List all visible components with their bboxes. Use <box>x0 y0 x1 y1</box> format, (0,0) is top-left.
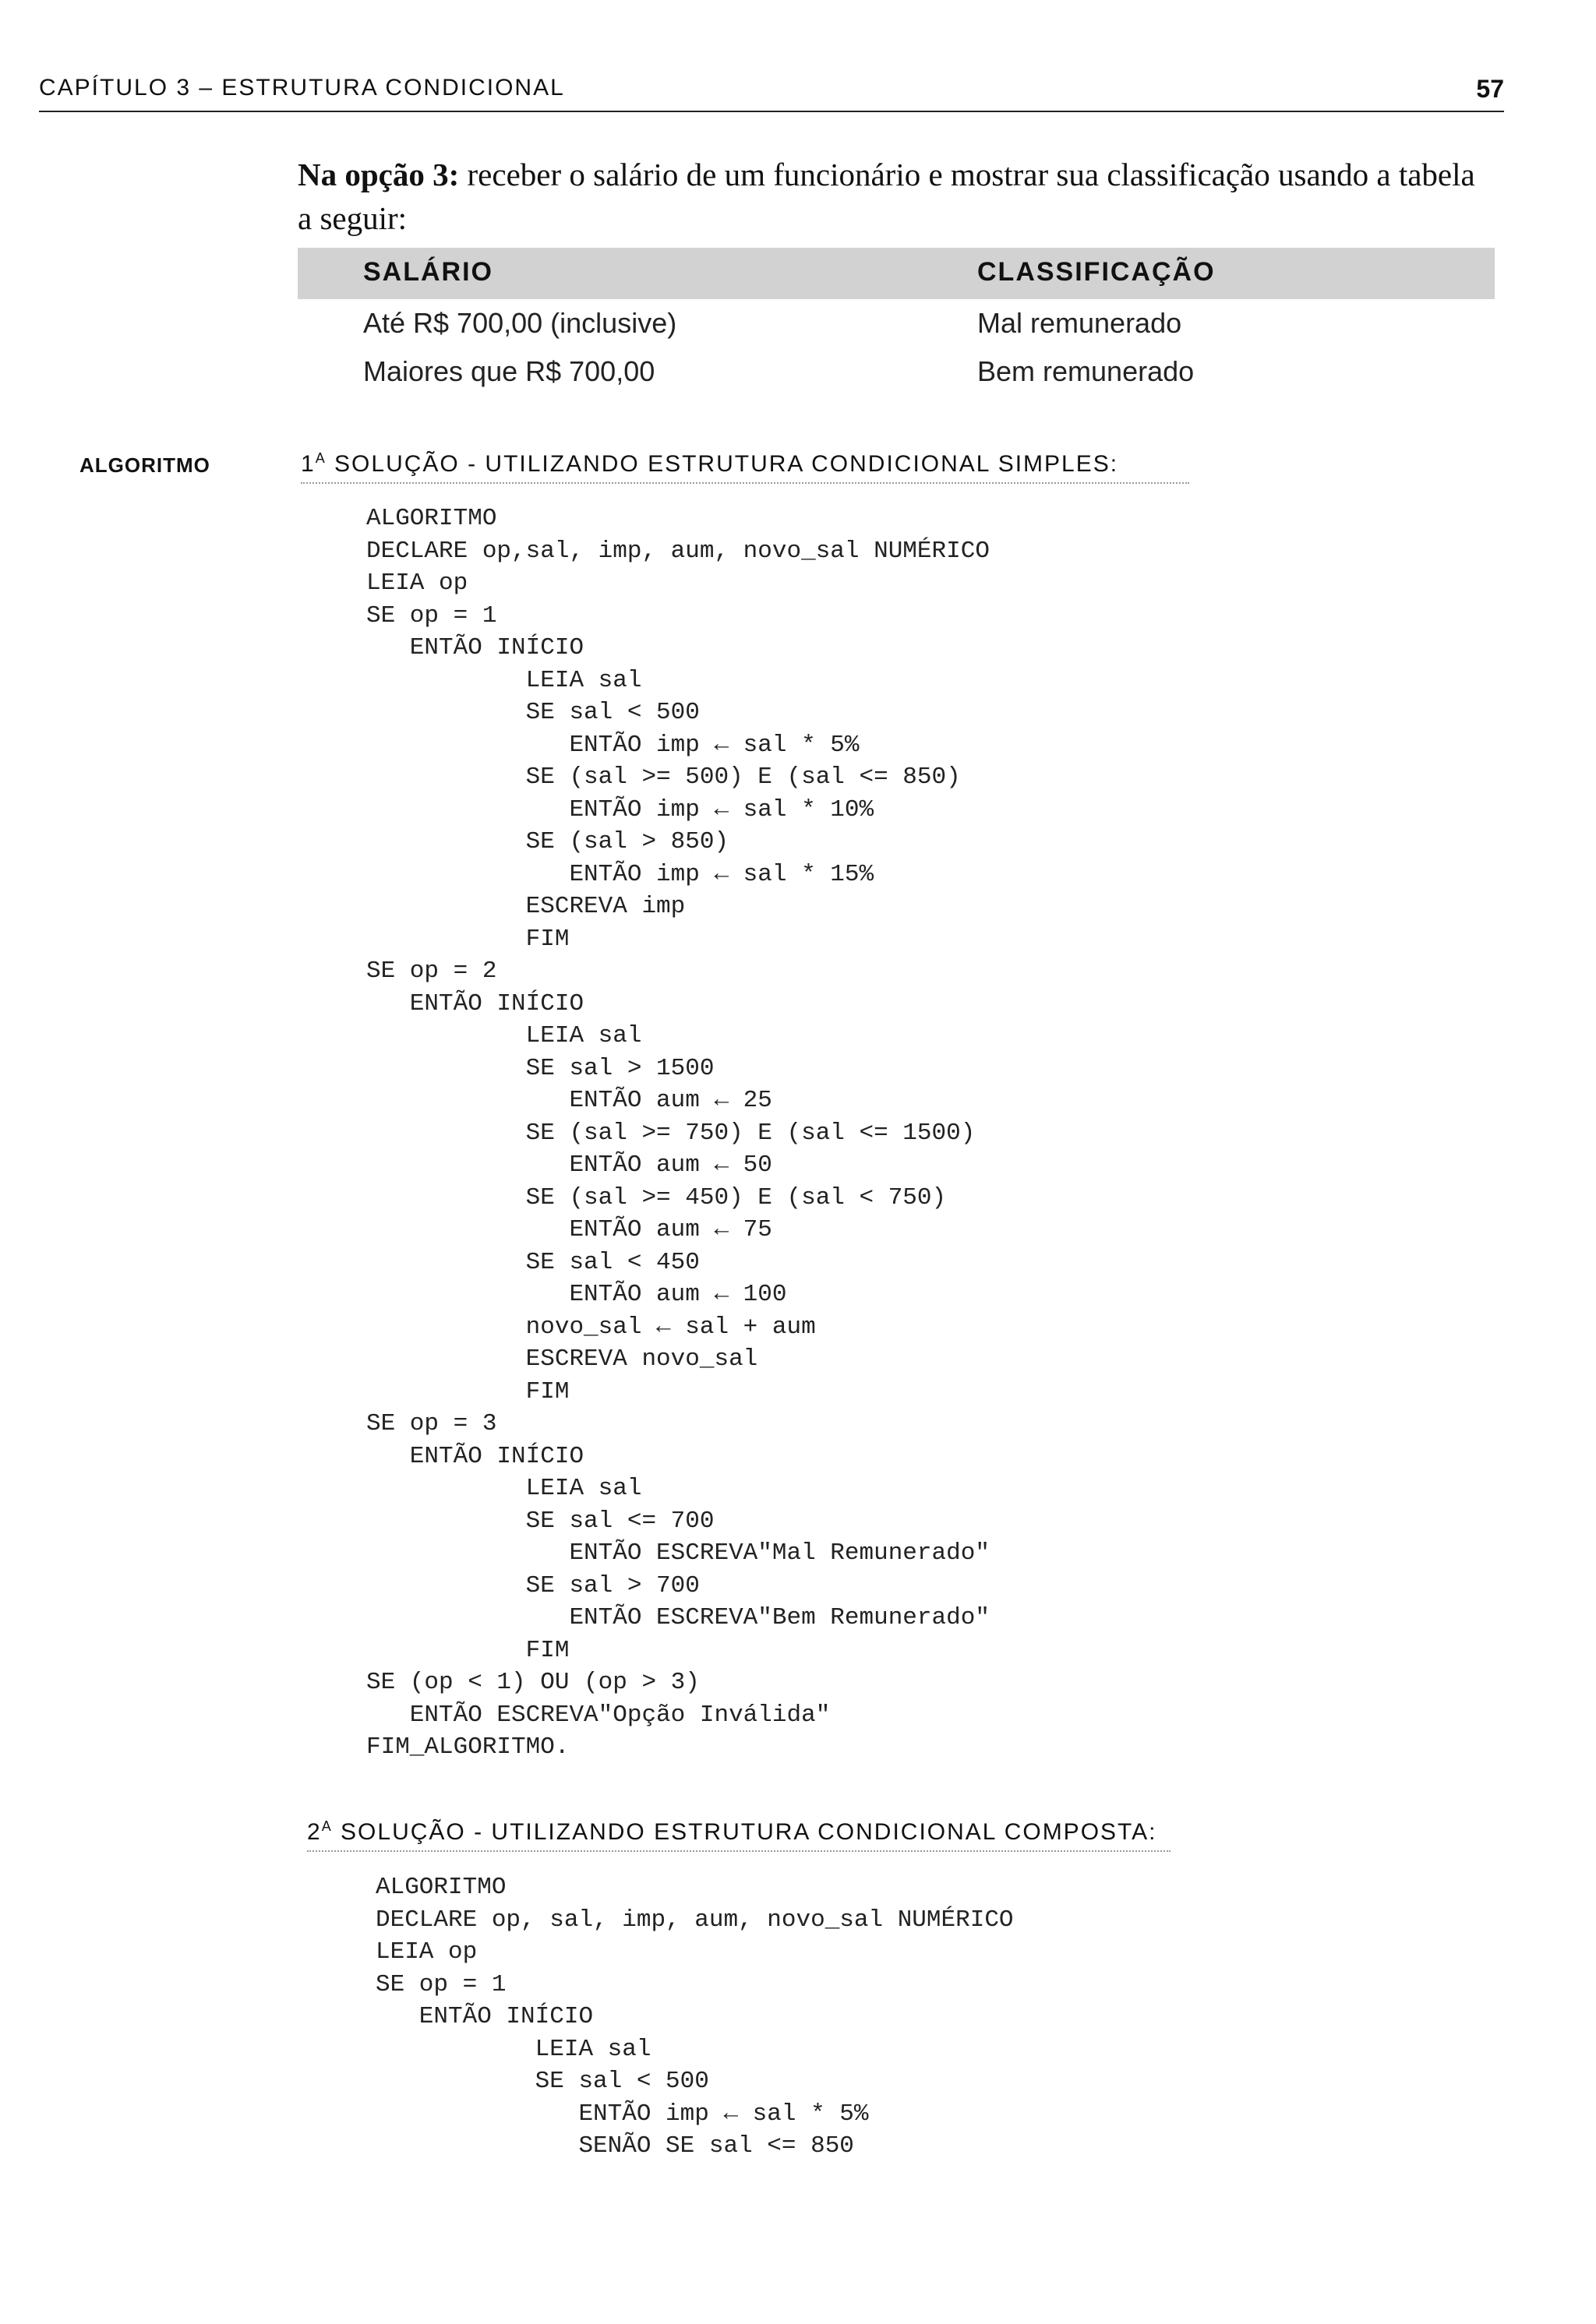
intro-text: receber o salário de um funcionário e mostrar sua classificação usando a tabela a seguir: <box>298 157 1475 236</box>
solution-2-code: ALGORITMO DECLARE op, sal, imp, aum, novo_sal NUMÉRICO LEIA op SE op = 1 ENTÃO INÍCIO LEIA sal SE sal < 500 ENTÃO imp ← sal * 5% SENÃO SE sal <= 850 <box>376 1874 1014 2160</box>
classification-table <box>298 248 1495 396</box>
solution-2-number: 2 <box>307 1819 322 1845</box>
solution-1-ordinal: A <box>315 450 327 466</box>
solution-2-text: SOLUÇÃO - UTILIZANDO ESTRUTURA CONDICIONAL COMPOSTA: <box>341 1819 1157 1845</box>
table-cell: Até R$ 700,00 (inclusive) <box>363 307 677 339</box>
header-classification: CLASSIFICAÇÃO <box>977 257 1216 287</box>
solution-1-number: 1 <box>301 451 316 477</box>
intro-paragraph <box>298 153 1495 240</box>
table-row <box>298 299 1495 347</box>
solution-2-ordinal: A <box>321 1818 333 1834</box>
solution-1-code: ALGORITMO DECLARE op,sal, imp, aum, novo_sal NUMÉRICO LEIA op SE op = 1 ENTÃO INÍCIO LEIA sal SE sal < 500 ENTÃO imp ← sal * 5% SE (sal >= 500) E (sal <= 850) ENTÃO imp ← sal * 10% SE (sal > 850) ENTÃO imp ← sal * 15% ESCREVA imp FIM SE op = 2 ENTÃO INÍCIO LEIA sal SE sal > 1500 ENTÃO aum ← 25 SE (sal >= 750) E (sal <= 1500) ENTÃO aum ← 50 SE (sal >= 450) E (sal < 750) ENTÃO aum ← 75 SE sal < 450 ENTÃO aum ← 100 novo_sal ← sal + aum ESCREVA novo_sal FIM SE op = 3 ENTÃO INÍCIO LEIA sal SE sal <= 700 ENTÃO ESCREVA"Mal Remunerado" SE sal > 700 ENTÃO ESCREVA"Bem Remunerado" FIM SE (op < 1) OU (op > 3) ENTÃO ESCREVA"Opção Inválida" FIM_ALGORITMO. <box>366 505 990 1761</box>
page-header <box>39 72 1504 112</box>
solution-1-text: SOLUÇÃO - UTILIZANDO ESTRUTURA CONDICIONAL SIMPLES: <box>334 451 1119 477</box>
table-header <box>298 248 1495 299</box>
solution-1-title <box>301 450 1189 484</box>
table-cell: Mal remunerado <box>977 307 1182 339</box>
intro-option-label: Na opção 3: <box>298 157 460 192</box>
table-cell: Bem remunerado <box>977 355 1195 387</box>
table-cell: Maiores que R$ 700,00 <box>363 355 655 387</box>
solution-2-title <box>307 1818 1171 1852</box>
table-row <box>298 347 1495 396</box>
header-salary: SALÁRIO <box>363 257 493 287</box>
page-number: 57 <box>1476 75 1504 103</box>
chapter-title: CAPÍTULO 3 – ESTRUTURA CONDICIONAL <box>39 75 565 101</box>
algorithm-side-label: ALGORITMO <box>79 453 210 477</box>
